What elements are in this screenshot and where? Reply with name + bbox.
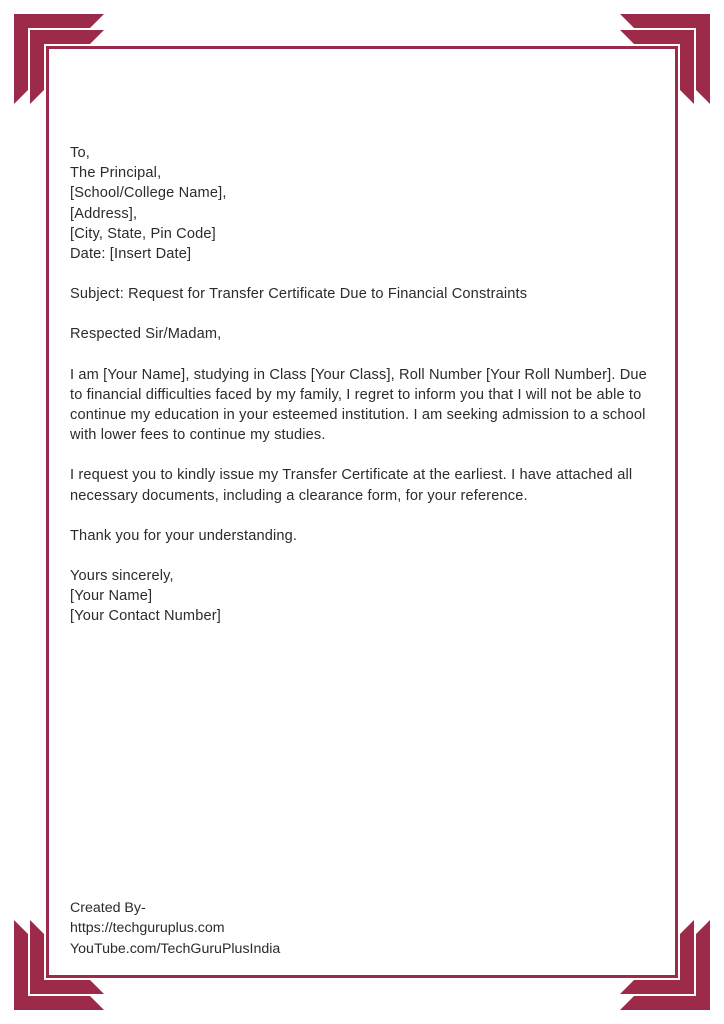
closing-block <box>70 566 650 627</box>
address-line: [School/College Name], <box>70 185 227 202</box>
recipient-address-block <box>70 143 650 264</box>
body-paragraph-1: I am [Your Name], studying in Class [Your Class], Roll Number [Your Roll Number]. Due to financial difficulties faced by my family, I regret to inform you that I will not be able to continue my education in your esteemed institution. I am seeking admission to a school with lower fees to continue my studies. <box>70 366 647 444</box>
address-line: [City, State, Pin Code] <box>70 225 216 242</box>
signature-contact: [Your Contact Number] <box>70 608 221 625</box>
address-line: The Principal, <box>70 165 162 182</box>
letter-body <box>70 143 650 627</box>
credit-label: Created By- <box>70 900 146 916</box>
address-line: [Address], <box>70 205 138 222</box>
footer-credit <box>70 898 570 959</box>
credit-youtube: YouTube.com/TechGuruPlusIndia <box>70 940 281 957</box>
body-paragraph-2: I request you to kindly issue my Transfer Certificate at the earliest. I have attached all necessary documents, including a clearance form, for your reference. <box>70 467 633 504</box>
address-line: To, <box>70 145 90 161</box>
closing-salutation: Yours sincerely, <box>70 568 174 585</box>
body-paragraph-3: Thank you for your understanding. <box>70 527 298 544</box>
salutation: Respected Sir/Madam, <box>70 326 222 343</box>
corner-ornament-top-right <box>620 0 724 104</box>
address-line-date: Date: [Insert Date] <box>70 246 192 263</box>
credit-website: https://techguruplus.com <box>70 920 225 937</box>
subject-line: Subject: Request for Transfer Certificate Due to Financial Constraints <box>70 286 528 303</box>
corner-ornament-bottom-right <box>620 920 724 1024</box>
signature-name: [Your Name] <box>70 588 153 605</box>
corner-ornament-top-left <box>0 0 104 104</box>
